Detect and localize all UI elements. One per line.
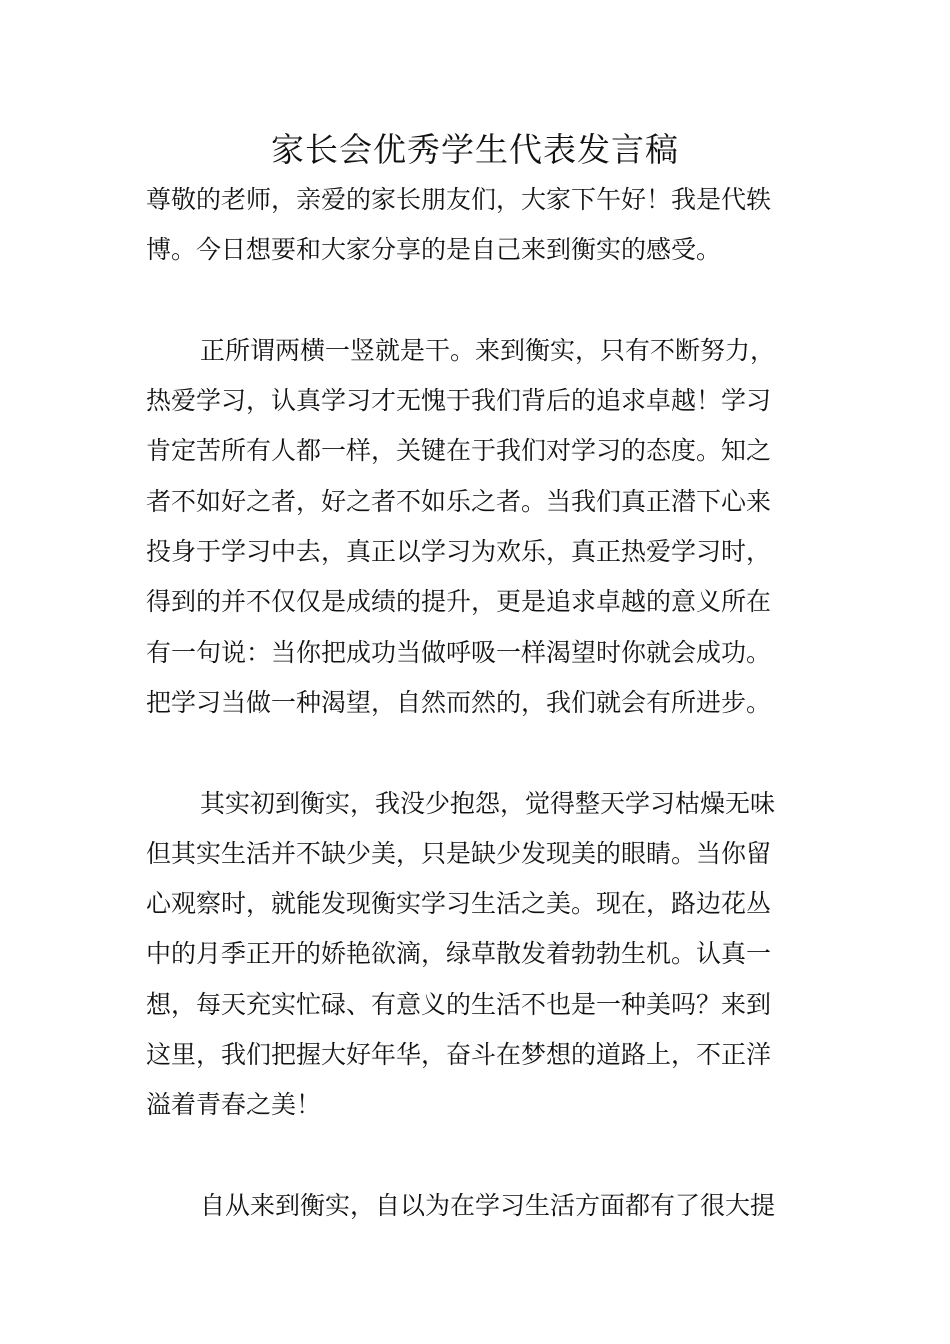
text-line: 中的月季正开的娇艳欲滴，绿草散发着勃勃生机。认真一 [146,939,772,969]
text-line: 心观察时，就能发现衡实学习生活之美。现在，路边花丛 [146,889,772,919]
text-line: 溢着青春之美！ [146,1090,322,1120]
text-line: 把学习当做一种渴望，自然而然的，我们就会有所进步。 [146,687,772,717]
text-line: 有一句说：当你把成功当做呼吸一样渴望时你就会成功。 [146,637,772,667]
text-line: 自从来到衡实，自以为在学习生活方面都有了很大提 [200,1190,776,1220]
text-line: 这里，我们把握大好年华，奋斗在梦想的道路上，不正洋 [146,1040,772,1070]
text-line: 但其实生活并不缺少美，只是缺少发现美的眼睛。当你留 [146,838,772,868]
text-line: 得到的并不仅仅是成绩的提升，更是追求卓越的意义所在 [146,587,772,617]
document-body [146,175,808,1231]
text-line: 尊敬的老师，亲爱的家长朋友们，大家下午好！我是代轶 [146,185,772,214]
paragraph [146,326,808,728]
text-line: 热爱学习，认真学习才无愧于我们背后的追求卓越！学习 [146,386,772,416]
paragraph-gap [146,276,808,326]
text-line: 者不如好之者，好之者不如乐之者。当我们真正潜下心来 [146,486,772,516]
text-line: 投身于学习中去，真正以学习为欢乐，真正热爱学习时， [146,537,772,567]
paragraph-gap [146,728,808,778]
paragraph [146,779,808,1131]
text-line: 想，每天充实忙碌、有意义的生活不也是一种美吗？来到 [146,989,772,1019]
text-line: 肯定苦所有人都一样，关键在于我们对学习的态度。知之 [146,436,772,466]
document-title: 家长会优秀学生代表发言稿 [271,130,679,169]
paragraph [146,175,808,276]
text-line: 其实初到衡实，我没少抱怨，觉得整天学习枯燥无味 [200,788,776,818]
paragraph [146,1181,808,1231]
text-line: 博。今日想要和大家分享的是自己来到衡实的感受。 [146,235,722,265]
text-line: 正所谓两横一竖就是干。来到衡实，只有不断努力， [200,335,776,365]
paragraph-gap [146,1131,808,1181]
